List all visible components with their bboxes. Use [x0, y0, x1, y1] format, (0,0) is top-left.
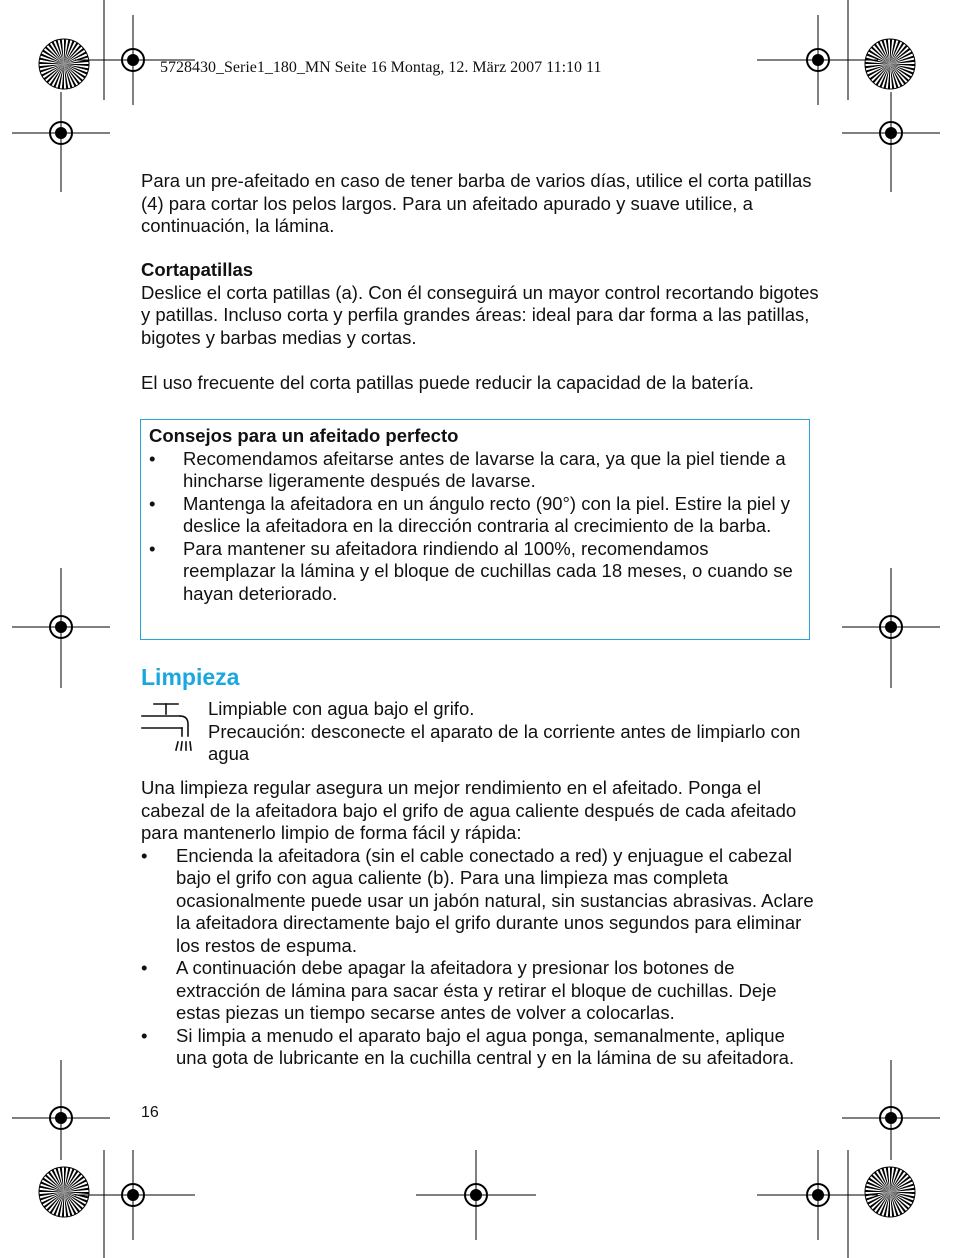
starburst-mark-icon [865, 1167, 915, 1217]
print-slug: 5728430_Serie1_180_MN Seite 16 Montag, 12. März 2007 11:10 11 [160, 59, 602, 76]
cleaning-text: A continuación debe apagar la afeitadora y presionar los botones de extracción de lámina para sacar ésta y retirar el bloque de cuchillas. Deje estas piezas un tiempo secarse antes de volver a colocarlas. [176, 957, 777, 1023]
bullet: • [141, 957, 148, 978]
tip-item [149, 448, 805, 493]
cortapatillas-title: Cortapatillas [141, 259, 254, 280]
tap-instructions [208, 698, 818, 766]
starburst-mark-icon [39, 1167, 89, 1217]
tips-box [140, 419, 810, 640]
water-tap-icon [140, 700, 196, 756]
intro-paragraph: Para un pre-afeitado en caso de tener barba de varios días, utilice el corta patillas (4) para cortar los pelos largos. Para un afeitado apurado y suave utilice, a continuación, la lámina. [141, 170, 812, 236]
bullet: • [141, 1024, 148, 1046]
cleaning-item [141, 1025, 816, 1070]
cleaning-text: Si limpia a menudo el aparato bajo el agua ponga, semanalmente, aplique una gota de lubricante en la cuchilla central y en la lámina de su afeitadora. [176, 1024, 795, 1068]
tip-item [149, 538, 805, 606]
cortapatillas-section [141, 259, 831, 349]
starburst-mark-icon [865, 39, 915, 89]
bullet: • [149, 492, 156, 514]
cleaning-section [141, 777, 816, 1070]
cleaning-item [141, 845, 816, 958]
tip-text: Para mantener su afeitadora rindiendo al 100%, recomendamos reemplazar la lámina y el bloque de cuchillas cada 18 meses, o cuando se hayan deteriorado. [183, 537, 793, 604]
tip-text: Recomendamos afeitarse antes de lavarse la cara, ya que la piel tiende a hincharse ligeramente después de lavarse. [183, 447, 786, 491]
bullet: • [149, 447, 156, 469]
tip-item [149, 493, 805, 538]
cleaning-item [141, 957, 816, 1025]
cleaning-intro: Una limpieza regular asegura un mejor rendimiento en el afeitado. Ponga el cabezal de la afeitadora bajo el grifo de agua caliente después de cada afeitado para mantenerlo limpio de forma fácil y rápida: [141, 777, 797, 843]
bullet: • [141, 844, 148, 866]
tip-text: Mantenga la afeitadora en un ángulo recto (90°) con la piel. Estire la piel y deslice la afeitadora en la dirección contraria al crecimiento de la barba. [183, 492, 790, 536]
tap-line-2: Precaución: desconecte el aparato de la corriente antes de limpiarlo con agua [208, 720, 801, 764]
starburst-mark-icon [39, 39, 89, 89]
cleaning-text: Encienda la afeitadora (sin el cable conectado a red) y enjuague el cabezal bajo el grifo con agua caliente (b). Para una limpieza mas completa ocasionalmente puede usar un jabón natural, sin sustancias abrasivas. Aclare la afeitadora directamente bajo el grifo durante unos segundos para eliminar los restos de espuma. [176, 844, 814, 956]
tap-line-1: Limpiable con agua bajo el grifo. [208, 698, 475, 719]
page-number: 16 [141, 1104, 159, 1121]
cortapatillas-body: Deslice el corta patillas (a). Con él conseguirá un mayor control recortando bigotes y patillas. Incluso corta y perfila grandes áreas: ideal para dar forma a las patillas, bigotes y barbas medias y cortas. [141, 281, 819, 348]
limpieza-heading: Limpieza [141, 664, 240, 690]
battery-note: El uso frecuente del corta patillas puede reducir la capacidad de la batería. [141, 372, 754, 393]
tips-title: Consejos para un afeitado perfecto [149, 425, 459, 446]
bullet: • [149, 537, 156, 559]
